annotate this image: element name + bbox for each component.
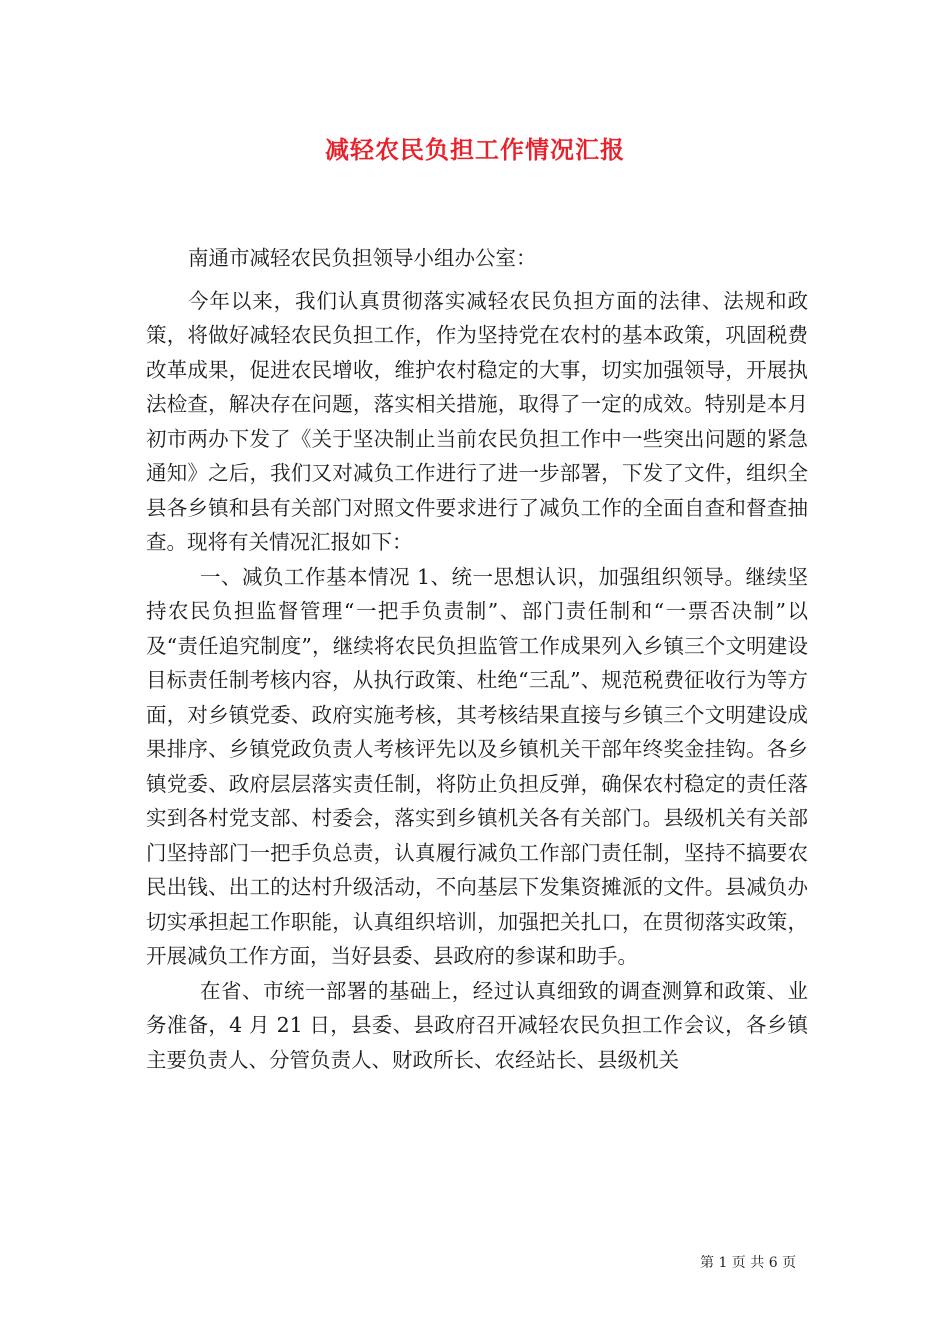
- paragraph-section-one: 一、减负工作基本情况 1、统一思想认识，加强组织领导。继续坚持农民负担监督管理“一把手负责制”、部门责任制和“一票否决制”以及“责任追究制度”，继续将农民负担监管工作成果列入乡镇三个文明建设目标责任制考核内容，从执行政策、杜绝“三乱”、规范税费征收行为等方面，对乡镇党委、政府实施考核，其考核结果直接与乡镇三个文明建设成果排序、乡镇党政负责人考核评先以及乡镇机关干部年终奖金挂钩。各乡镇党委、政府层层落实责任制，将防止负担反弹，确保农村稳定的责任落实到各村党支部、村委会，落实到乡镇机关各有关部门。县级机关有关部门坚持部门一把手负总责，认真履行减负工作部门责任制，坚持不搞要农民出钱、出工的达村升级活动，不向基层下发集资摊派的文件。县减负办切实承担起工作职能，认真组织培训，加强把关扎口，在贯彻落实政策，开展减负工作方面，当好县委、县政府的参谋和助手。: [146, 564, 808, 968]
- page-number: 第 1 页 共 6 页: [700, 1255, 797, 1271]
- document-title: 减轻农民负担工作情况汇报: [325, 135, 625, 164]
- salutation: 南通市减轻农民负担领导小组办公室：: [188, 246, 537, 270]
- document-body: [146, 241, 808, 1077]
- paragraph-meeting: 在省、市统一部署的基础上，经过认真细致的调查测算和政策、业务准备，4 月 21 日，县委、县政府召开减轻农民负担工作会议，各乡镇主要负责人、分管负责人、财政所长、农经站长、县级机关: [146, 978, 808, 1072]
- paragraph-intro: 今年以来，我们认真贯彻落实减轻农民负担方面的法律、法规和政策，将做好减轻农民负担工作，作为坚持党在农村的基本政策，巩固税费改革成果，促进农民增收，维护农村稳定的大事，切实加强领导，开展执法检查，解决存在问题，落实相关措施，取得了一定的成效。特别是本月初市两办下发了《关于坚决制止当前农民负担工作中一些突出问题的紧急通知》之后，我们又对减负工作进行了进一步部署，下发了文件，组织全县各乡镇和县有关部门对照文件要求进行了减负工作的全面自查和督查抽查。现将有关情况汇报如下：: [146, 288, 808, 554]
